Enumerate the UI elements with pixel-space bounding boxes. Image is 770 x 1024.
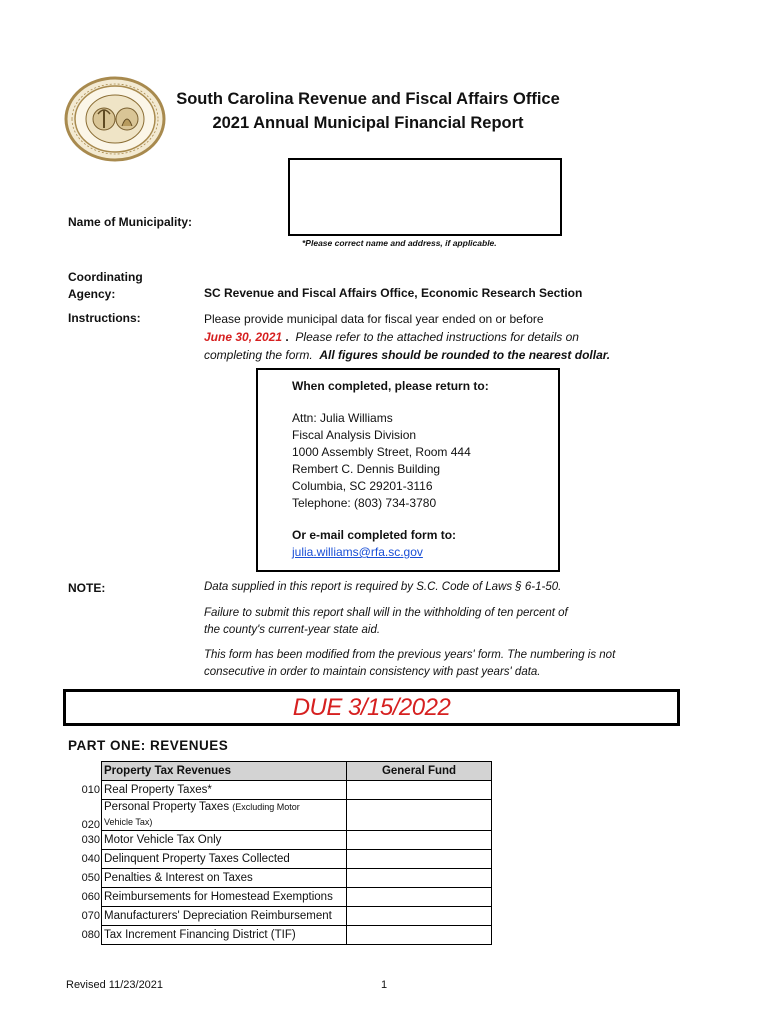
instructions-line3 <box>204 346 624 364</box>
row-description: Penalties & Interest on Taxes <box>102 869 347 888</box>
row-description-note: (Excluding Motor <box>232 802 300 812</box>
column-header-general-fund: General Fund <box>347 762 492 781</box>
table-row <box>78 926 492 945</box>
note-p2 <box>204 605 654 639</box>
note-p1: Data supplied in this report is required by S.C. Code of Laws § 6-1-50. <box>204 581 562 593</box>
general-fund-input[interactable] <box>347 869 492 888</box>
instructions-rounding: All figures should be rounded to the nearest dollar. <box>319 348 611 362</box>
row-description: Manufacturers' Depreciation Reimbursement <box>102 907 347 926</box>
instructions-line1: Please provide municipal data for fiscal year ended on or before <box>204 312 544 326</box>
general-fund-input[interactable] <box>347 850 492 869</box>
general-fund-input[interactable] <box>347 926 492 945</box>
return-phone: Telephone: (803) 734-3780 <box>292 496 437 510</box>
coordinating-agency-value: SC Revenue and Fiscal Affairs Office, Economic Research Section <box>204 286 583 300</box>
row-description <box>102 800 347 831</box>
return-heading: When completed, please return to: <box>292 379 489 393</box>
email-heading: Or e-mail completed form to: <box>292 528 457 542</box>
note-p3 <box>204 647 654 681</box>
return-address <box>292 378 489 561</box>
instructions-text <box>204 310 624 364</box>
return-building: Rembert C. Dennis Building <box>292 462 441 476</box>
return-city: Columbia, SC 29201-3116 <box>292 479 433 493</box>
due-date-banner <box>63 689 680 726</box>
general-fund-input[interactable] <box>347 781 492 800</box>
note-p3-line2: consecutive in order to maintain consistency with past years' data. <box>204 666 541 678</box>
instructions-dot: . <box>285 330 289 344</box>
row-description: Tax Increment Financing District (TIF) <box>102 926 347 945</box>
instructions-line2-rest: Please refer to the attached instructions for details on <box>295 330 579 344</box>
instructions-line2 <box>204 328 624 346</box>
municipality-address-box[interactable] <box>288 158 562 236</box>
revenues-table <box>78 761 492 945</box>
return-attn: Attn: Julia Williams <box>292 411 393 425</box>
general-fund-input[interactable] <box>347 831 492 850</box>
return-division: Fiscal Analysis Division <box>292 428 417 442</box>
return-address-box <box>256 368 560 572</box>
general-fund-input[interactable] <box>347 907 492 926</box>
row-code: 030 <box>81 834 100 846</box>
note-p3-line1: This form has been modified from the previous years' form. The numbering is not <box>204 649 616 661</box>
revised-date: Revised 11/23/2021 <box>66 979 164 991</box>
row-code: 070 <box>81 910 100 922</box>
row-code: 040 <box>81 853 100 865</box>
municipality-label: Name of Municipality: <box>68 215 193 229</box>
note-p2-line1: Failure to submit this report shall will in the withholding of ten percent of <box>204 607 568 619</box>
note-label: NOTE: <box>68 581 106 595</box>
table-row <box>78 800 492 831</box>
row-code: 080 <box>81 929 100 941</box>
row-description-main: Personal Property Taxes <box>104 801 230 813</box>
row-code: 010 <box>81 784 100 796</box>
table-row <box>78 781 492 800</box>
table-row <box>78 907 492 926</box>
row-description: Delinquent Property Taxes Collected <box>102 850 347 869</box>
code-header <box>78 762 102 781</box>
table-row <box>78 850 492 869</box>
table-header-row <box>78 762 492 781</box>
coordinating-agency-label <box>68 269 143 303</box>
instructions-label: Instructions: <box>68 311 141 325</box>
coordinating-label-line1: Coordinating <box>68 270 143 284</box>
row-code: 020 <box>81 818 100 831</box>
note-p2-line2: the county's current-year state aid. <box>204 624 381 636</box>
deadline-date: June 30, 2021 <box>204 330 283 344</box>
row-description-line2: Vehicle Tax) <box>104 817 153 827</box>
row-description: Real Property Taxes* <box>102 781 347 800</box>
row-description: Reimbursements for Homestead Exemptions <box>102 888 347 907</box>
general-fund-input[interactable] <box>347 888 492 907</box>
return-street: 1000 Assembly Street, Room 444 <box>292 445 471 459</box>
municipality-note: *Please correct name and address, if applicable. <box>302 238 497 248</box>
part-one-title: PART ONE: REVENUES <box>68 738 229 753</box>
page-number: 1 <box>381 979 388 991</box>
report-title: 2021 Annual Municipal Financial Report <box>212 114 524 132</box>
column-header-description: Property Tax Revenues <box>102 762 347 781</box>
row-description: Motor Vehicle Tax Only <box>102 831 347 850</box>
due-date: DUE 3/15/2022 <box>292 694 451 721</box>
table-row <box>78 869 492 888</box>
general-fund-input[interactable] <box>347 800 492 831</box>
table-row <box>78 888 492 907</box>
table-row <box>78 831 492 850</box>
email-link[interactable]: julia.williams@rfa.sc.gov <box>292 545 423 559</box>
coordinating-label-line2: Agency: <box>68 287 116 301</box>
instructions-line3-a: completing the form. <box>204 348 313 362</box>
report-agency-title: South Carolina Revenue and Fiscal Affairs Office <box>176 90 560 108</box>
row-code: 050 <box>81 872 100 884</box>
row-code: 060 <box>81 891 100 903</box>
